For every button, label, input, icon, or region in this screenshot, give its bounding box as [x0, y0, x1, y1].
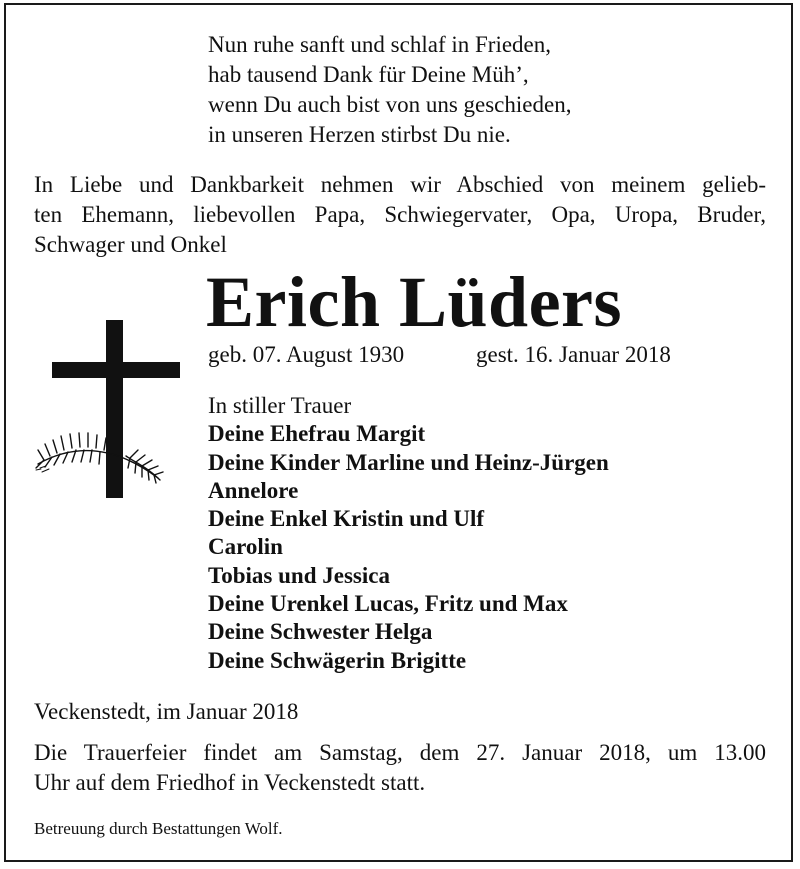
- mourner-line: Deine Enkel Kristin und Ulf: [208, 506, 485, 532]
- mourner-line: Annelore: [208, 477, 299, 503]
- farewell-text: [34, 170, 766, 260]
- mourner-line: Tobias und Jessica: [208, 562, 390, 588]
- mourner-line: Deine Schwester Helga: [208, 619, 433, 645]
- farewell-line: Schwager und Onkel: [34, 232, 227, 257]
- undertaker-note: Betreuung durch Bestattungen Wolf.: [34, 819, 283, 838]
- service-line: Die Trauerfeier findet am Samstag, dem 27. Januar 2018, um 13.00: [34, 740, 766, 765]
- mourner-line: Deine Ehefrau Margit: [208, 421, 426, 447]
- memorial-poem: [208, 30, 571, 150]
- poem-line: wenn Du auch bist von uns geschieden,: [208, 92, 572, 117]
- mourners-list: [208, 392, 609, 675]
- mourner-line: Carolin: [208, 534, 283, 560]
- mourner-line: Deine Kinder Marline und Heinz-Jürgen: [208, 449, 609, 475]
- poem-line: hab tausend Dank für Deine Müh’,: [208, 62, 529, 87]
- death-date: gest. 16. Januar 2018: [476, 342, 671, 367]
- service-line: Uhr auf dem Friedhof in Veckenstedt statt.: [34, 770, 426, 795]
- poem-line: Nun ruhe sanft und schlaf in Frieden,: [208, 32, 552, 57]
- palm-branch-icon: [36, 433, 163, 483]
- deceased-name: Erich Lüders: [206, 262, 623, 342]
- mourner-line: Deine Urenkel Lucas, Fritz und Max: [208, 591, 568, 617]
- place-and-date: Veckenstedt, im Januar 2018: [34, 699, 299, 724]
- birth-date: geb. 07. August 1930: [208, 342, 405, 367]
- farewell-line: In Liebe und Dankbarkeit nehmen wir Abschied von meinem gelieb-: [34, 172, 766, 197]
- mourners-heading: In stiller Trauer: [208, 393, 352, 418]
- mourner-line: Deine Schwägerin Brigitte: [208, 647, 467, 673]
- cross-icon: [30, 318, 190, 503]
- funeral-service-info: [34, 738, 766, 798]
- farewell-line: ten Ehemann, liebevollen Papa, Schwiegervater, Opa, Uropa, Bruder,: [34, 202, 766, 227]
- poem-line: in unseren Herzen stirbst Du nie.: [208, 122, 511, 147]
